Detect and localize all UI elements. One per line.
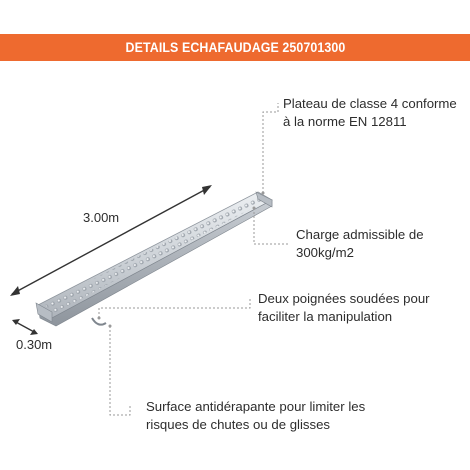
callout-handles-line1: Deux poignées soudées pour: [258, 291, 430, 306]
width-dimension-arrow: [12, 319, 38, 335]
callout-handles: [258, 290, 430, 326]
callout-load-line2: 300kg/m2: [296, 245, 354, 260]
leader-line-class: [263, 103, 278, 193]
page-title: DETAILS ECHAFAUDAGE 250701300: [125, 40, 345, 55]
callout-surface: [146, 398, 365, 434]
width-label: 0.30m: [16, 337, 53, 352]
leader-line-surface: [110, 326, 130, 415]
callout-load-line1: Charge admissible de: [296, 227, 424, 242]
plank: [36, 192, 272, 326]
callout-handles-line2: faciliter la manipulation: [258, 309, 393, 324]
callout-surface-line2: risques de chutes ou de glisses: [146, 417, 331, 432]
callout-class-line1: Plateau de classe 4 conforme: [283, 96, 457, 111]
callout-surface-line1: Surface antidérapante pour limiter les: [146, 399, 366, 414]
leader-line-handles: [99, 298, 250, 318]
callout-class-line2: à la norme EN 12811: [283, 114, 407, 129]
callout-load: [296, 226, 424, 262]
leader-line-load: [254, 208, 290, 244]
length-label: 3.00m: [83, 210, 120, 225]
callout-class: [283, 95, 457, 131]
